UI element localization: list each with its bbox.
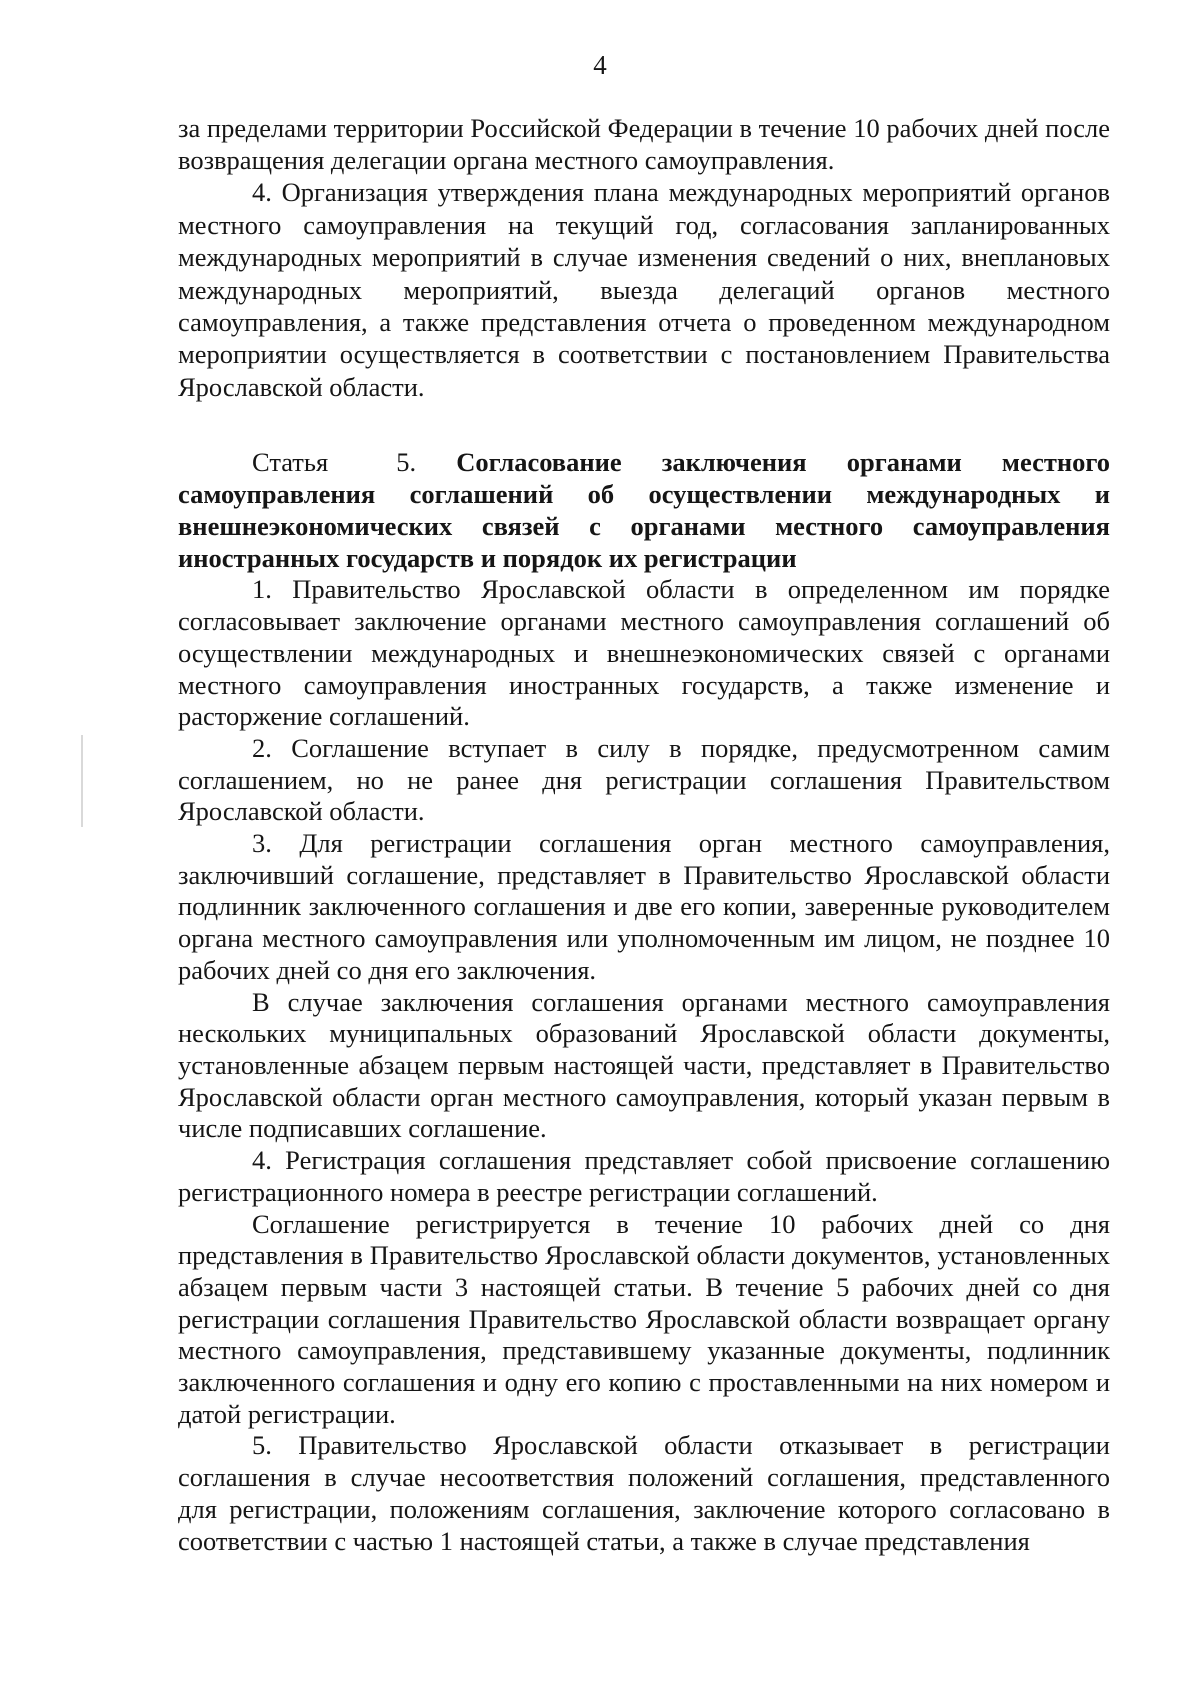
document-body <box>178 112 1110 1557</box>
continuation-paragraph: за пределами территории Российской Федерации в течение 10 рабочих дней после возвращения делегации органа местного самоуправления. <box>178 113 1110 176</box>
article-paragraph-2: 2. Соглашение вступает в силу в порядке, предусмотренном самим соглашением, но не ранее дня регистрации соглашения Правительством Ярославской области. <box>178 732 1110 827</box>
article-paragraph-4: 4. Регистрация соглашения представляет собой присвоение соглашению регистрационного номера в реестре регистрации соглашений. <box>178 1145 1110 1207</box>
article-paragraph-4-second: Соглашение регистрируется в течение 10 рабочих дней со дня представления в Правительство Ярославской области документов, установленных абзацем первым части 3 настоящей статьи. В течение 5 рабочих дней со дня регистрации соглашения Правительство Ярославской области возвращает органу местного самоуправления, представившему указанные документы, подлинник заключенного соглашения и одну его копию с проставленными на них номером и датой регистрации. <box>178 1208 1110 1429</box>
page-number: 4 <box>593 50 607 80</box>
article-paragraph-3: 3. Для регистрации соглашения орган местного самоуправления, заключивший соглашение, представляет в Правительство Ярославской области подлинник заключенного соглашения и две его копии, заверенные руководителем органа местного самоуправления или уполномоченным им лицом, не позднее 10 рабочих дней со дня его заключения. <box>178 828 1110 985</box>
article-paragraph-5: 5. Правительство Ярославской области отказывает в регистрации соглашения в случае несоответствия положений соглашения, представленного для регистрации, положениям соглашения, заключение которого согласовано в соответствии с частью 1 настоящей статьи, а также в случае представления <box>178 1430 1110 1556</box>
section-4-paragraph: 4. Организация утверждения плана международных мероприятий органов местного самоуправления на текущий год, согласования запланированных международных мероприятий в случае изменения сведений о них, внеплановых международных мероприятий, выезда делегаций органов местного самоуправления, а также представления отчета о проведенном международном мероприятии осуществляется в соответствии с постановлением Правительства Ярославской области. <box>178 177 1110 402</box>
article-heading <box>178 447 1110 574</box>
article-body <box>178 574 1110 1557</box>
scan-artifact <box>81 735 83 827</box>
article-paragraph-3-second: В случае заключения соглашения органами местного самоуправления нескольких муниципальных образований Ярославской области документы, установленные абзацем первым настоящей части, представляет в Правительство Ярославской области орган местного самоуправления, который указан первым в числе подписавших соглашение. <box>178 986 1110 1144</box>
article-paragraph-1: 1. Правительство Ярославской области в определенном им порядке согласовывает заключение органами местного самоуправления соглашений об осуществлении международных и внешнеэкономических связей с органами местного самоуправления иностранных государств, а также изменение и расторжение соглашений. <box>178 574 1110 732</box>
article-title: Согласование заключения органами местного самоуправления соглашений об осуществлении международных и внешнеэкономических связей с органами местного самоуправления иностранных государств и порядок их регистрации <box>178 447 1110 573</box>
article-label: Статья 5. <box>252 447 417 478</box>
